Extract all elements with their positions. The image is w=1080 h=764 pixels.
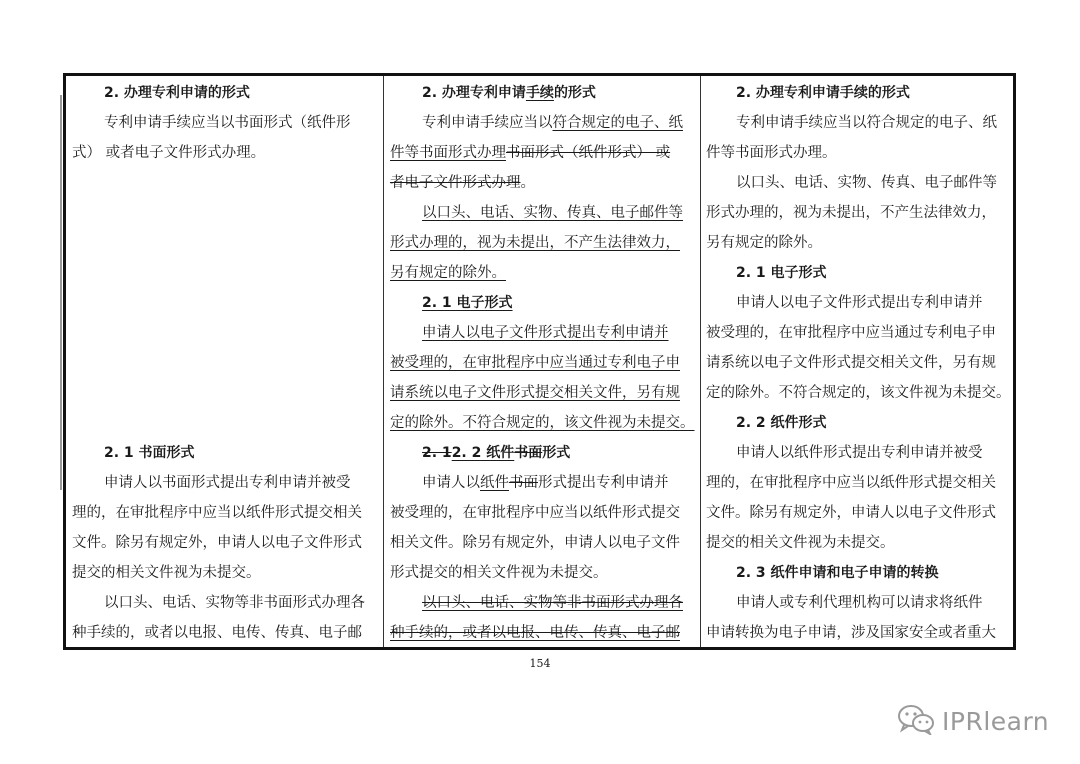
column-original bbox=[66, 76, 384, 647]
paragraph-line: 申请转换为电子申请，涉及国家安全或者重大 bbox=[706, 625, 996, 641]
watermark bbox=[896, 703, 1049, 739]
paragraph-line: 被受理的，在审批程序中应当以纸件形式提交 bbox=[390, 505, 680, 521]
inserted-text: 纸件 bbox=[480, 475, 509, 491]
heading-text: 的形式 bbox=[553, 85, 596, 101]
inserted-line: 以口头、电话、实物、传真、电子邮件等 bbox=[422, 205, 683, 221]
paragraph-line: 被受理的，在审批程序中应当通过专利电子申 bbox=[706, 325, 996, 341]
inserted-line: 定的除外。不符合规定的，该文件视为未提交。 bbox=[390, 415, 695, 431]
paragraph-line: 申请人以纸件形式提出专利申请并被受 bbox=[736, 445, 983, 461]
paragraph-line: 文件。除另有规定外，申请人以电子文件形式 bbox=[706, 505, 996, 521]
deleted-text: 者电子文件形式办理 bbox=[390, 175, 521, 191]
watermark-text: IPRlearn bbox=[942, 706, 1050, 736]
page-number: 154 bbox=[529, 657, 551, 670]
paragraph-line: 请系统以电子文件形式提交相关文件，另有规 bbox=[706, 355, 996, 371]
paragraph-line: 理的，在审批程序中应当以纸件形式提交相关 bbox=[72, 505, 362, 521]
subsection-heading: 2. 1 电子形式 bbox=[736, 265, 827, 281]
paragraph-line: 件等书面形式办理。 bbox=[706, 145, 837, 161]
paragraph-line bbox=[390, 173, 535, 193]
inserted-line: 申请人以电子文件形式提出专利申请并 bbox=[422, 325, 669, 341]
paragraph-line bbox=[422, 473, 669, 493]
paragraph-line: 形式提交的相关文件视为未提交。 bbox=[390, 565, 608, 581]
margin-change-bar bbox=[60, 95, 62, 490]
deleted-text: 书面形式（纸件形式） 或 bbox=[506, 145, 671, 161]
paragraph-line: 理的，在审批程序中应当以纸件形式提交相关 bbox=[706, 475, 996, 491]
text: 申请人以 bbox=[422, 475, 480, 491]
subsection-heading: 2. 3 纸件申请和电子申请的转换 bbox=[736, 565, 939, 581]
paragraph-line: 专利申请手续应当以符合规定的电子、纸 bbox=[736, 115, 997, 131]
deleted-text: 书面 bbox=[509, 475, 538, 491]
subsection-heading: 2. 1 书面形式 bbox=[104, 445, 195, 461]
inserted-text: 件等书面形式办理 bbox=[390, 145, 506, 161]
subsection-heading bbox=[422, 443, 570, 463]
paragraph-line: 申请人以电子文件形式提出专利申请并 bbox=[736, 295, 983, 311]
deleted-text: 2. 1 bbox=[422, 445, 452, 461]
paragraph-line: 相关文件。除另有规定外，申请人以电子文件 bbox=[390, 535, 680, 551]
inserted-text: 符合规定的电子、纸 bbox=[552, 115, 683, 131]
paragraph-line: 种手续的，或者以电报、电传、传真、电子邮 bbox=[72, 625, 362, 641]
subsection-heading: 2. 1 电子形式 bbox=[422, 295, 513, 311]
paragraph-line: 提交的相关文件视为未提交。 bbox=[72, 565, 261, 581]
paragraph-line: 文件。除另有规定外，申请人以电子文件形式 bbox=[72, 535, 362, 551]
section-heading: 2. 办理专利申请手续的形式 bbox=[736, 85, 910, 101]
paragraph-line: 式） 或者电子文件形式办理。 bbox=[72, 145, 266, 161]
paragraph-line: 以口头、电话、实物、传真、电子邮件等 bbox=[736, 175, 997, 191]
inserted-text: 手续 bbox=[525, 85, 554, 101]
wechat-icon bbox=[896, 703, 936, 739]
text: 。 bbox=[520, 175, 535, 191]
paragraph-line: 申请人或专利代理机构可以请求将纸件 bbox=[736, 595, 983, 611]
section-heading: 2. 办理专利申请的形式 bbox=[104, 85, 250, 101]
paragraph-line: 以口头、电话、实物等非书面形式办理各 bbox=[104, 595, 365, 611]
inserted-text: 2. 2 纸件 bbox=[451, 445, 515, 461]
heading-text: 形式 bbox=[542, 445, 571, 461]
column-tracked-changes bbox=[384, 76, 701, 647]
section-heading bbox=[422, 83, 596, 103]
deleted-line: 以口头、电话、实物等非书面形式办理各 bbox=[422, 595, 683, 611]
inserted-line: 形式办理的，视为未提出，不产生法律效力， bbox=[390, 235, 680, 251]
deleted-text: 书面 bbox=[514, 445, 543, 461]
paragraph-line: 提交的相关文件视为未提交。 bbox=[706, 535, 895, 551]
comparison-table bbox=[63, 73, 1016, 650]
subsection-heading: 2. 2 纸件形式 bbox=[736, 415, 827, 431]
deleted-line: 种手续的，或者以电报、电传、传真、电子邮 bbox=[390, 625, 680, 641]
paragraph-line: 定的除外。不符合规定的，该文件视为未提交。 bbox=[706, 385, 1011, 401]
text: 专利申请手续应当以 bbox=[422, 115, 553, 131]
paragraph-line bbox=[390, 143, 670, 163]
column-revised bbox=[701, 76, 1013, 647]
paragraph-line: 申请人以书面形式提出专利申请并被受 bbox=[104, 475, 351, 491]
heading-text: 2. 办理专利申请 bbox=[422, 85, 526, 101]
paragraph-line: 另有规定的除外。 bbox=[706, 235, 822, 251]
inserted-line: 请系统以电子文件形式提交相关文件，另有规 bbox=[390, 385, 680, 401]
inserted-line: 被受理的，在审批程序中应当通过专利电子申 bbox=[390, 355, 680, 371]
paragraph-line: 形式办理的，视为未提出，不产生法律效力， bbox=[706, 205, 996, 221]
text: 形式提出专利申请并 bbox=[538, 475, 669, 491]
paragraph-line: 专利申请手续应当以书面形式（纸件形 bbox=[104, 115, 351, 131]
inserted-line: 另有规定的除外。 bbox=[390, 265, 506, 281]
paragraph-line bbox=[422, 113, 683, 133]
